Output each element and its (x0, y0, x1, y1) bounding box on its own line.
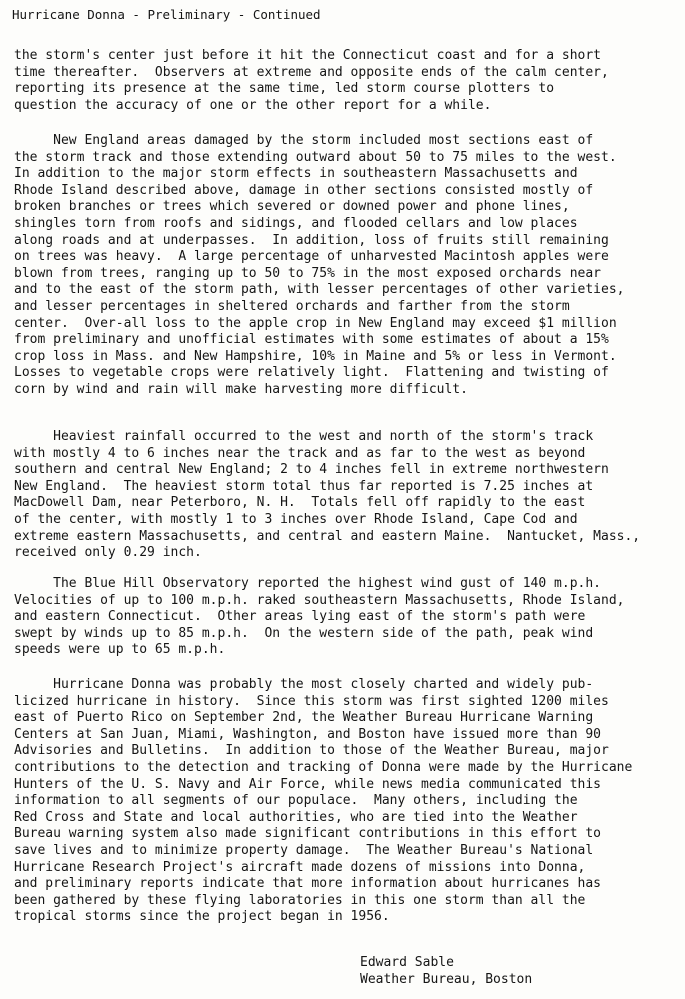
text-line: Losses to vegetable crops were relatively light. Flattening and twisting of (14, 365, 609, 381)
text-line: the storm's center just before it hit the Connecticut coast and for a short (14, 48, 601, 63)
text-line: and lesser percentages in sheltered orchards and farther from the storm (14, 298, 570, 314)
text-line: swept by winds up to 85 m.p.h. On the western side of the path, peak wind (14, 625, 594, 641)
text-line: MacDowell Dam, near Peterboro, N. H. Totals fell off rapidly to the east (14, 495, 586, 511)
text-line: New England. The heaviest storm total thus far reported is 7.25 inches at (14, 478, 594, 494)
text-line: licized hurricane in history. Since this storm was first sighted 1200 miles (14, 693, 609, 709)
paragraph-damage (14, 133, 676, 399)
text-line: extreme eastern Massachusetts, and central and eastern Maine. Nantucket, Mass., (14, 528, 641, 544)
text-line: Hurricane Research Project's aircraft made dozens of missions into Donna, (14, 859, 586, 875)
text-line: The Blue Hill Observatory reported the highest wind gust of 140 m.p.h. (14, 576, 601, 591)
text-line: contributions to the detection and tracking of Donna were made by the Hurricane (14, 759, 633, 775)
text-line: New England areas damaged by the storm included most sections east of (14, 133, 594, 148)
text-line: and eastern Connecticut. Other areas lying east of the storm's path were (14, 609, 586, 625)
text-line: broken branches or trees which severed or downed power and phone lines, (14, 199, 570, 215)
text-line: the storm track and those extending outward about 50 to 75 miles to the west. (14, 149, 617, 165)
text-line: In addition to the major storm effects in southeastern Massachusetts and (14, 166, 578, 182)
text-line: Rhode Island described above, damage in other sections consisted mostly of (14, 182, 594, 198)
text-line: Advisories and Bulletins. In addition to those of the Weather Bureau, major (14, 743, 609, 759)
paragraph-storm-center (14, 48, 676, 114)
text-line: Red Cross and State and local authorities, who are tied into the Weather (14, 809, 578, 825)
text-line: tropical storms since the project began in 1956. (14, 909, 390, 925)
text-line: of the center, with mostly 1 to 3 inches over Rhode Island, Cape Cod and (14, 511, 578, 527)
text-line: corn by wind and rain will make harvesting more difficult. (14, 381, 468, 397)
text-line: blown from trees, ranging up to 50 to 75% in the most exposed orchards near (14, 265, 601, 281)
paragraph-winds (14, 576, 676, 659)
text-line: Velocities of up to 100 m.p.h. raked southeastern Massachusetts, Rhode Island, (14, 592, 625, 608)
text-line: Hurricane Donna was probably the most closely charted and widely pub- (14, 677, 594, 692)
signature-block (360, 955, 532, 988)
text-line: Hunters of the U. S. Navy and Air Force, while news media communicated this (14, 776, 601, 792)
text-line: save lives and to minimize property damage. The Weather Bureau's National (14, 842, 594, 858)
text-line: southern and central New England; 2 to 4 inches fell in extreme northwestern (14, 462, 609, 478)
text-line: and to the east of the storm path, with lesser percentages of other varieties, (14, 282, 625, 298)
text-line: received only 0.29 inch. (14, 545, 202, 561)
text-line: shingles torn from roofs and sidings, and flooded cellars and low places (14, 215, 578, 231)
text-line: Heaviest rainfall occurred to the west and north of the storm's track (14, 429, 594, 444)
text-line: Bureau warning system also made significant contributions in this effort to (14, 826, 601, 842)
text-line: Centers at San Juan, Miami, Washington, and Boston have issued more than 90 (14, 726, 601, 742)
text-line: information to all segments of our populace. Many others, including the (14, 793, 578, 809)
text-line: along roads and at underpasses. In addition, loss of fruits still remaining (14, 232, 609, 248)
text-line: crop loss in Mass. and New Hampshire, 10% in Maine and 5% or less in Vermont. (14, 348, 617, 364)
signature-title: Weather Bureau, Boston (360, 971, 533, 987)
text-line: speeds were up to 65 m.p.h. (14, 642, 226, 658)
text-line: and preliminary reports indicate that more information about hurricanes has (14, 876, 601, 892)
signature-name: Edward Sable (360, 955, 454, 970)
text-line: question the accuracy of one or the other report for a while. (14, 97, 492, 113)
paragraph-rainfall (14, 429, 676, 562)
text-line: on trees was heavy. A large percentage of unharvested Macintosh apples were (14, 249, 609, 265)
text-line: time thereafter. Observers at extreme and opposite ends of the calm center, (14, 64, 609, 80)
page-header: Hurricane Donna - Preliminary - Continued (12, 7, 321, 22)
text-line: from preliminary and unofficial estimates with some estimates of about a 15% (14, 332, 609, 348)
paragraph-tracking (14, 677, 676, 926)
text-line: reporting its presence at the same time, led storm course plotters to (14, 81, 555, 97)
text-line: east of Puerto Rico on September 2nd, the Weather Bureau Hurricane Warning (14, 710, 594, 726)
text-line: with mostly 4 to 6 inches near the track and as far to the west as beyond (14, 445, 586, 461)
text-line: been gathered by these flying laboratories in this one storm than all the (14, 892, 586, 908)
text-line: center. Over-all loss to the apple crop in New England may exceed $1 million (14, 315, 617, 331)
